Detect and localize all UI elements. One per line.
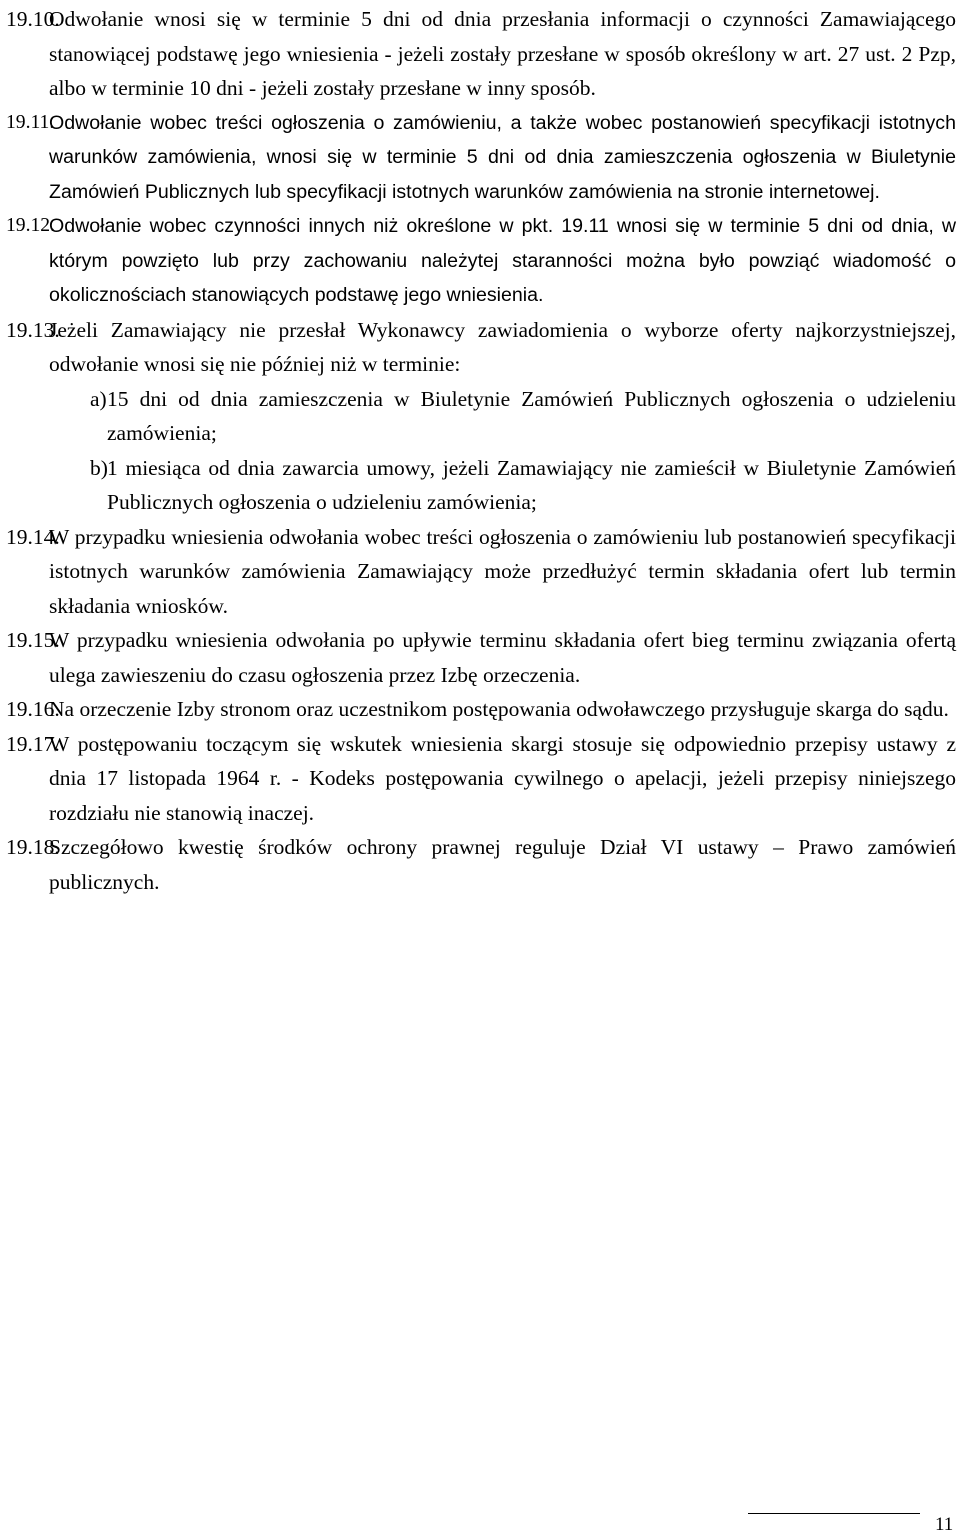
paragraph-19-11 [6,106,956,210]
paragraph-text: Odwołanie wobec czynności innych niż określone w pkt. 19.11 wnosi się w terminie 5 dni od dnia, w którym powzięto lub przy zachowaniu należytej staranności można było powziąć wiadomość o okolicznościach stanowiących podstawę jego wniesienia. [49,215,956,306]
paragraph-19-16 [6,692,956,727]
paragraph-text: W przypadku wniesienia odwołania po upływie terminu składania ofert bieg terminu związania ofertą ulega zawieszeniu do czasu ogłoszenia przez Izbę orzeczenia. [49,628,956,687]
paragraph-text: W przypadku wniesienia odwołania wobec treści ogłoszenia o zamówieniu lub postanowień specyfikacji istotnych warunków zamówienia Zamawiający może przedłużyć termin składania ofert lub termin składania wniosków. [49,524,956,618]
paragraph-number: 19.10. [6,7,60,31]
paragraph-text: Szczegółowo kwestię środków ochrony prawnej reguluje Dział VI ustawy – Prawo zamówień publicznych. [49,835,956,894]
list-item-text: 15 dni od dnia zamieszczenia w Biuletynie Zamówień Publicznych ogłoszenia o udzieleniu zamówienia; [107,386,956,445]
footer-divider [748,1513,920,1514]
paragraph-19-13 [6,313,956,382]
paragraph-number: 19.11. [6,111,55,133]
list-item-a [6,382,956,451]
paragraph-text: Odwołanie wobec treści ogłoszenia o zamówieniu, a także wobec postanowień specyfikacji istotnych warunków zamówienia, wnosi się w terminie 5 dni od dnia zamieszczenia ogłoszenia w Biuletynie Zamówień Publicznych lub specyfikacji istotnych warunków zamówienia na stronie internetowej. [49,111,956,203]
paragraph-number: 19.15. [6,628,60,652]
paragraph-number: 19.18. [6,835,60,859]
paragraph-number: 19.13. [6,317,60,342]
paragraph-19-14 [6,520,956,624]
paragraph-19-10 [6,2,956,106]
paragraph-19-17 [6,727,956,831]
paragraph-text: Odwołanie wnosi się w terminie 5 dni od dnia przesłania informacji o czynności Zamawiającego stanowiącej podstawę jego wniesienia - jeżeli zostały przesłane w sposób określony w art. 27 ust. 2 Pzp, albo w terminie 10 dni - jeżeli zostały przesłane w inny sposób. [49,7,956,100]
paragraph-number: 19.16. [6,697,60,721]
paragraph-19-15 [6,623,956,692]
paragraph-19-18 [6,830,956,899]
list-item-letter: b) [90,455,108,480]
list-item-letter: a) [90,386,107,411]
paragraph-number: 19.17. [6,731,60,756]
paragraph-number: 19.14. [6,524,60,549]
paragraph-text: W postępowaniu toczącym się wskutek wniesienia skargi stosuje się odpowiednio przepisy ustawy z dnia 17 listopada 1964 r. - Kodeks postępowania cywilnego o apelacji, jeżeli przepisy niniejszego rozdziału nie stanowią inaczej. [49,731,956,825]
paragraph-text: Jeżeli Zamawiający nie przesłał Wykonawcy zawiadomienia o wyborze oferty najkorzystniejszej, odwołanie wnosi się nie później niż w terminie: [49,317,956,376]
paragraph-number: 19.12. [6,215,55,236]
page-number: 11 [935,1514,954,1535]
document-body [6,2,956,899]
list-item-text: 1 miesiąca od dnia zawarcia umowy, jeżeli Zamawiający nie zamieścił w Biuletynie Zamówień Publicznych ogłoszenia o udzieleniu zamówienia; [107,455,956,514]
list-item-b [6,451,956,520]
paragraph-19-12 [6,209,956,313]
paragraph-text: Na orzeczenie Izby stronom oraz uczestnikom postępowania odwoławczego przysługuje skarga do sądu. [49,697,949,721]
